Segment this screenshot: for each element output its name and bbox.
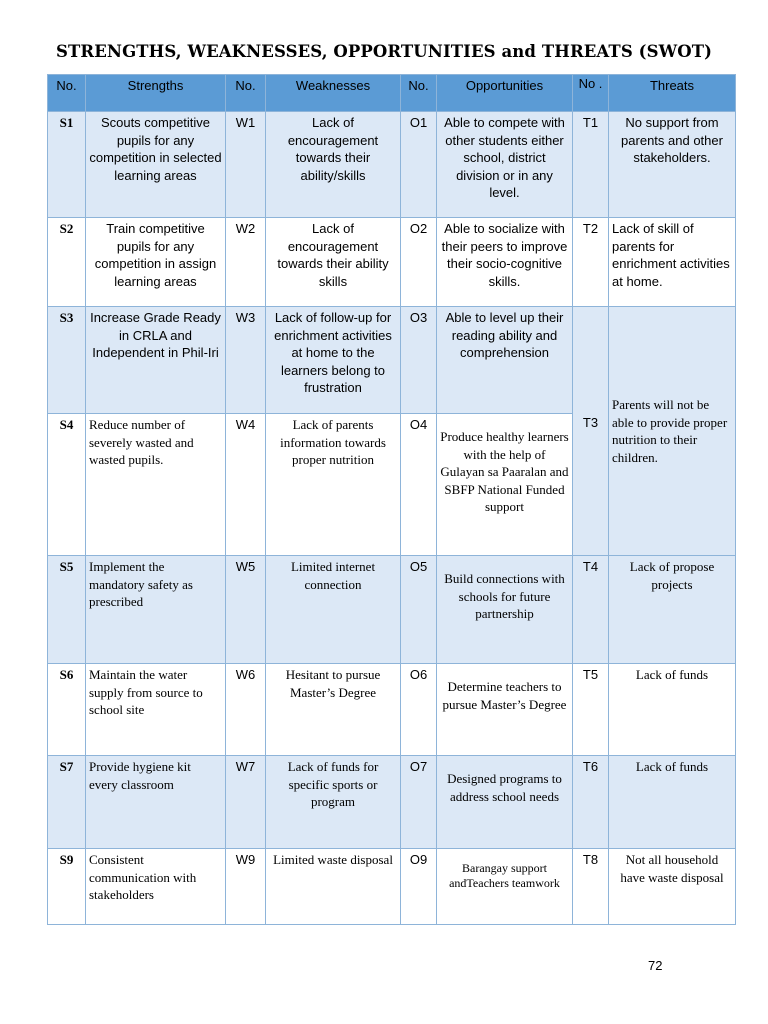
opportunity-number: O9 bbox=[401, 849, 437, 925]
threat-number: T6 bbox=[573, 756, 609, 849]
header-no: No. bbox=[401, 75, 437, 112]
weakness-text: Limited internet connection bbox=[266, 556, 401, 664]
weakness-text: Lack of follow-up for enrichment activities at home to the learners belong to frustration bbox=[266, 307, 401, 414]
threat-number: T5 bbox=[573, 664, 609, 756]
table-row bbox=[48, 664, 736, 756]
opportunity-number: O3 bbox=[401, 307, 437, 414]
opportunity-text: Produce healthy learners with the help of Gulayan sa Paaralan and SBFP National Funded support bbox=[437, 414, 573, 556]
opportunity-number: O2 bbox=[401, 218, 437, 307]
strength-number: S2 bbox=[48, 218, 86, 307]
opportunity-text: Able to compete with other students either school, district division or in any level. bbox=[437, 112, 573, 218]
weakness-number: W3 bbox=[226, 307, 266, 414]
strength-text: Maintain the water supply from source to school site bbox=[86, 664, 226, 756]
header-strengths: Strengths bbox=[86, 75, 226, 112]
swot-table bbox=[47, 74, 736, 925]
strength-text: Increase Grade Ready in CRLA and Independent in Phil-Iri bbox=[86, 307, 226, 414]
strength-number: S6 bbox=[48, 664, 86, 756]
weakness-number: W7 bbox=[226, 756, 266, 849]
opportunity-number: O5 bbox=[401, 556, 437, 664]
weakness-number: W4 bbox=[226, 414, 266, 556]
table-row bbox=[48, 112, 736, 218]
header-weaknesses: Weaknesses bbox=[266, 75, 401, 112]
table-header-row bbox=[48, 75, 736, 112]
weakness-text: Lack of encouragement towards their ability skills bbox=[266, 218, 401, 307]
strength-text: Consistent communication with stakeholders bbox=[86, 849, 226, 925]
threat-text: Lack of funds bbox=[609, 756, 736, 849]
opportunity-number: O7 bbox=[401, 756, 437, 849]
header-no: No. bbox=[48, 75, 86, 112]
table-row bbox=[48, 556, 736, 664]
weakness-number: W1 bbox=[226, 112, 266, 218]
opportunity-text: Determine teachers to pursue Master’s Degree bbox=[437, 664, 573, 756]
threat-text: No support from parents and other stakeholders. bbox=[609, 112, 736, 218]
strength-number: S3 bbox=[48, 307, 86, 414]
strength-number: S1 bbox=[48, 112, 86, 218]
opportunity-number: O1 bbox=[401, 112, 437, 218]
threat-number: T4 bbox=[573, 556, 609, 664]
threat-number bbox=[573, 307, 609, 556]
strength-text: Train competitive pupils for any competition in assign learning areas bbox=[86, 218, 226, 307]
threat-number: T2 bbox=[573, 218, 609, 307]
strength-number: S5 bbox=[48, 556, 86, 664]
threat-number-label: T3 bbox=[582, 415, 599, 430]
opportunity-text: Able to socialize with their peers to improve their socio-cognitive skills. bbox=[437, 218, 573, 307]
weakness-text: Lack of encouragement towards their ability/skills bbox=[266, 112, 401, 218]
table-row bbox=[48, 849, 736, 925]
strength-text: Reduce number of severely wasted and wasted pupils. bbox=[86, 414, 226, 556]
opportunity-text: Barangay support andTeachers teamwork bbox=[437, 849, 573, 925]
threat-number: T8 bbox=[573, 849, 609, 925]
opportunity-number: O6 bbox=[401, 664, 437, 756]
page-title: STRENGTHS, WEAKNESSES, OPPORTUNITIES and THREATS (SWOT) bbox=[56, 42, 712, 61]
weakness-text: Hesitant to pursue Master’s Degree bbox=[266, 664, 401, 756]
table-row bbox=[48, 218, 736, 307]
threat-text: Lack of skill of parents for enrichment activities at home. bbox=[609, 218, 736, 307]
header-opportunities: Opportunities bbox=[437, 75, 573, 112]
weakness-number: W9 bbox=[226, 849, 266, 925]
threat-text: Lack of funds bbox=[609, 664, 736, 756]
weakness-text: Limited waste disposal bbox=[266, 849, 401, 925]
opportunity-text: Able to level up their reading ability and comprehension bbox=[437, 307, 573, 414]
strength-text: Scouts competitive pupils for any competition in selected learning areas bbox=[86, 112, 226, 218]
strength-number: S9 bbox=[48, 849, 86, 925]
opportunity-text: Build connections with schools for future partnership bbox=[437, 556, 573, 664]
page-number: 72 bbox=[648, 958, 663, 973]
header-threats: Threats bbox=[609, 75, 736, 112]
opportunity-text: Designed programs to address school needs bbox=[437, 756, 573, 849]
table-row bbox=[48, 307, 736, 414]
strength-text: Implement the mandatory safety as prescribed bbox=[86, 556, 226, 664]
threat-text: Not all household have waste disposal bbox=[609, 849, 736, 925]
weakness-number: W2 bbox=[226, 218, 266, 307]
table-row bbox=[48, 756, 736, 849]
strength-text: Provide hygiene kit every classroom bbox=[86, 756, 226, 849]
threat-number: T1 bbox=[573, 112, 609, 218]
threat-text: Lack of propose projects bbox=[609, 556, 736, 664]
strength-number: S4 bbox=[48, 414, 86, 556]
header-no: No. bbox=[226, 75, 266, 112]
threat-text: Parents will not be able to provide proper nutrition to their children. bbox=[609, 307, 736, 556]
strength-number: S7 bbox=[48, 756, 86, 849]
weakness-text: Lack of parents information towards proper nutrition bbox=[266, 414, 401, 556]
weakness-number: W6 bbox=[226, 664, 266, 756]
opportunity-number: O4 bbox=[401, 414, 437, 556]
weakness-number: W5 bbox=[226, 556, 266, 664]
header-no: No . bbox=[573, 75, 609, 112]
weakness-text: Lack of funds for specific sports or program bbox=[266, 756, 401, 849]
